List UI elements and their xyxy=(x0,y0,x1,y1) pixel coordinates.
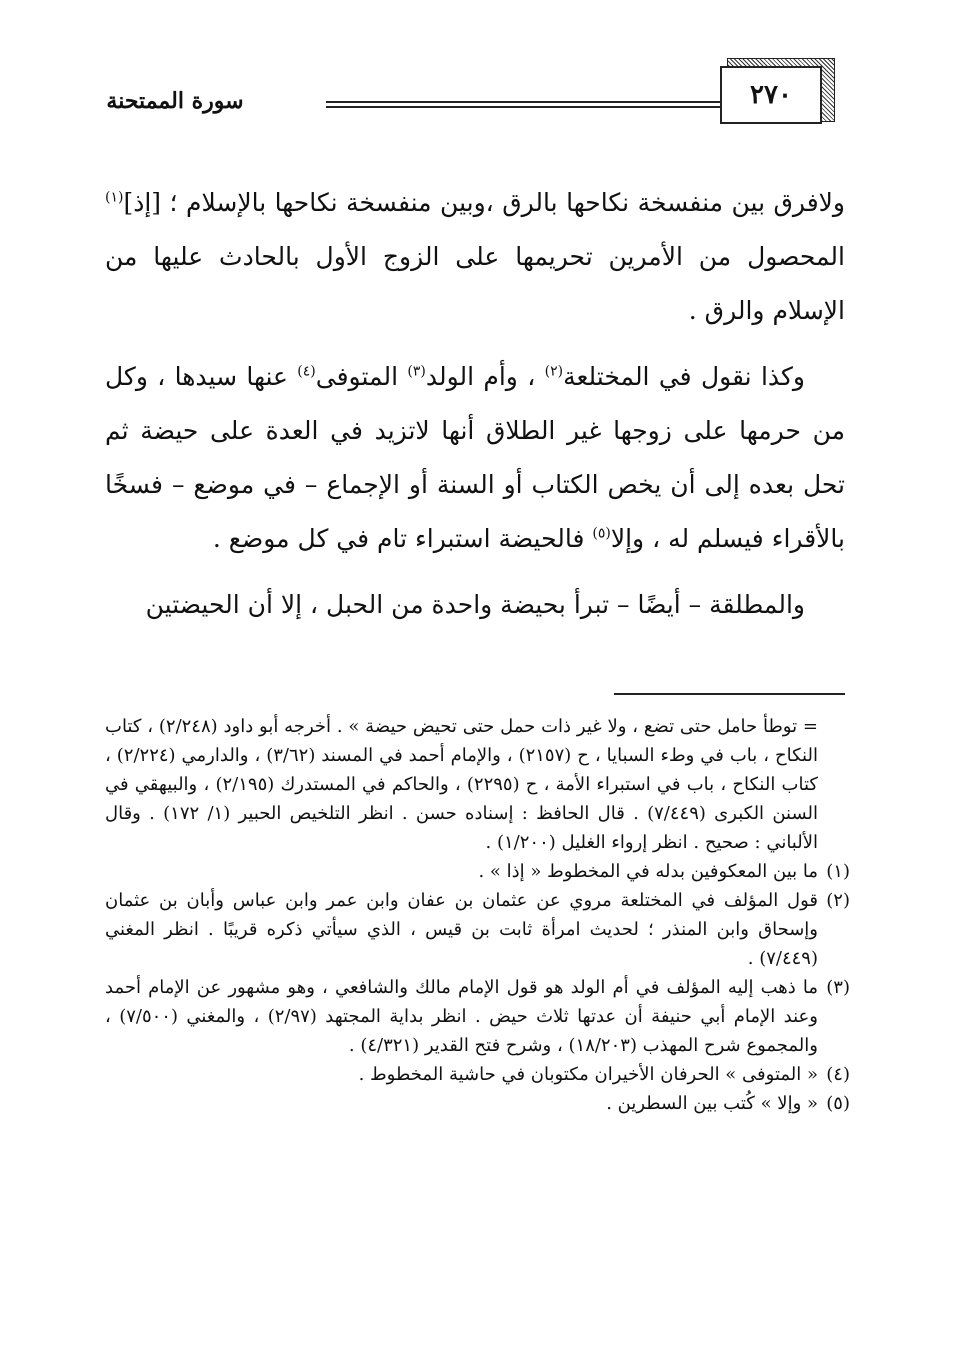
footnote-ref-5[interactable]: (٥) xyxy=(592,525,611,542)
footnote-text: « المتوفى » الحرفان الأخيران مكتوبان في حاشية المخطوط . xyxy=(358,1064,818,1085)
paragraph-text: وكذا نقول في المختلعة xyxy=(563,362,805,391)
footnote-2 xyxy=(105,886,850,973)
footnote-3 xyxy=(105,973,850,1060)
paragraph-text: ، وأم الولد xyxy=(425,362,545,391)
paragraph-text: المحصول من الأمرين تحريمها على الزوج الأول بالحادث عليها من الإسلام والرق . xyxy=(105,242,845,325)
paragraph-3: والمطلقة – أيضًا – تبرأ بحيضة واحدة من الحبل ، إلا أن الحيضتين xyxy=(145,590,805,619)
footnote-ref-4[interactable]: (٤) xyxy=(297,363,316,380)
footnote-4 xyxy=(105,1060,850,1089)
page-number: ٢٧٠ xyxy=(720,66,822,124)
footnote-text: ما بين المعكوفين بدله في المخطوط « إذا » . xyxy=(478,861,818,882)
page-header xyxy=(100,58,845,128)
footnote-ref-1[interactable]: (١) xyxy=(105,189,124,206)
footnote-5 xyxy=(105,1089,850,1118)
paragraph-text: عنها سيدها ، وكل من حرمها على زوجها غير الطلاق أنها لاتزيد في العدة على حيضة ثم تحل بعده إلى أن يخص الكتاب أو السنة أو الإجماع – في موضع – فسخًا بالأقراء فيسلم له ، وإلا xyxy=(105,362,845,553)
main-text xyxy=(105,176,845,644)
footnote-text: قول المؤلف في المختلعة مروي عن عثمان بن عفان وابن عمر وابن عباس وأبان بن عثمان وإسحاق وابن المنذر ؛ لحديث امرأة ثابت بن قيس ، الذي سيأتي ذكره قريبًا . انظر المغني (٧/٤٤٩) . xyxy=(105,890,818,969)
paragraph-text: ولافرق بين منفسخة نكاحها بالرق ،وبين منفسخة نكاحها بالإسلام ؛ [إذ] xyxy=(123,188,845,217)
paragraph-text: المتوفى xyxy=(315,362,408,391)
footnote-1 xyxy=(105,857,850,886)
footnote-number: (٣) xyxy=(826,977,850,998)
paragraph-2 xyxy=(105,350,845,566)
footnote-number: (١) xyxy=(826,861,850,882)
footnote-number: (٤) xyxy=(826,1064,850,1085)
footnotes xyxy=(105,712,850,1118)
paragraph-1 xyxy=(105,176,845,338)
footnote-continuation: = توطأ حامل حتى تضع ، ولا غير ذات حمل حتى تحيض حيضة » . أخرجه أبو داود (٢/٢٤٨) ، كتاب النكاح ، باب في وطء السبايا ، ح (٢١٥٧) ، والإمام أحمد في المسند (٣/٦٢) ، والدارمي (٢/٢٢٤) ، كتاب النكاح ، باب في استبراء الأمة ، ح (٢٢٩٥) ، والحاكم في المستدرك (٢/١٩٥) ، والبيهقي في السنن الكبرى (٧/٤٤٩) . قال الحافظ : إسناده حسن . انظر التلخيص الحبير (١/ ١٧٢) . وقال الألباني : صحيح . انظر إرواء الغليل (١/٢٠٠) . xyxy=(105,716,818,853)
footnote-text: ما ذهب إليه المؤلف في أم الولد هو قول الإمام مالك والشافعي ، وهو مشهور عن الإمام أحمد وعند الإمام أبي حنيفة أن عدتها ثلاث حيض . انظر بداية المجتهد (٢/٩٧) ، والمغني (٧/٥٠٠) ، والمجموع شرح المهذب (١٨/٢٠٣) ، وشرح فتح القدير (٤/٣٢١) . xyxy=(105,977,818,1056)
footnote-number: (٢) xyxy=(826,890,850,911)
footnote-separator xyxy=(614,693,845,695)
surah-title: سورة الممتحنة xyxy=(106,88,244,114)
paragraph-text: فالحيضة استبراء تام في كل موضع . xyxy=(212,524,593,553)
footnote-ref-3[interactable]: (٣) xyxy=(407,363,426,380)
footnote-text: « وإلا » كُتب بين السطرين . xyxy=(606,1093,818,1114)
footnote-number: (٥) xyxy=(826,1093,850,1114)
footnote-ref-2[interactable]: (٢) xyxy=(544,363,564,380)
